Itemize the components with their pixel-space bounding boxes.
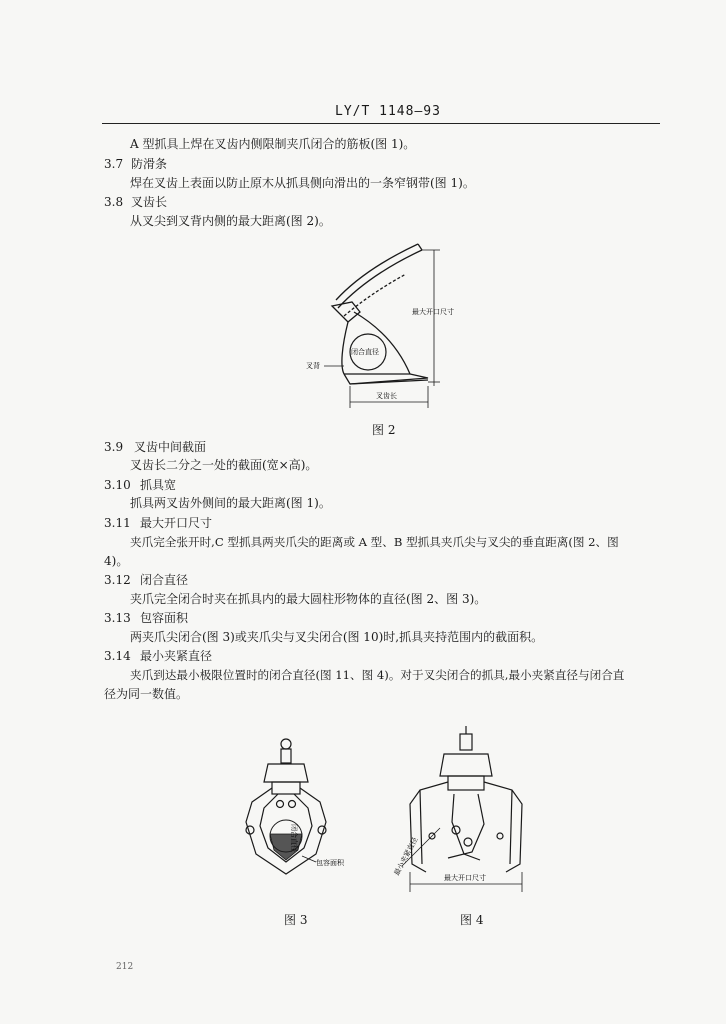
section-3-8-body: 从叉尖到叉背内侧的最大距离(图 2)。 bbox=[130, 214, 331, 228]
fig3-label-enclosed-area: 包容面积 bbox=[316, 859, 344, 867]
section-3-11-title: 最大开口尺寸 bbox=[140, 516, 213, 530]
section-3-7-number: 3.7 bbox=[104, 157, 124, 171]
section-3-14-body-line-2: 径为同一数值。 bbox=[104, 687, 189, 701]
section-3-7-body: 焊在叉齿上表面以防止原木从抓具侧向滑出的一条窄钢带(图 1)。 bbox=[130, 176, 475, 190]
section-3-7-title: 防滑条 bbox=[131, 157, 168, 171]
section-3-11-body-line-1: 夹爪完全张开时,C 型抓具两夹爪尖的距离或 A 型、B 型抓具夹爪尖与叉尖的垂直距离(图 2、图 bbox=[130, 535, 619, 549]
figure-2-caption: 图 2 bbox=[372, 423, 396, 437]
section-3-14-number: 3.14 bbox=[104, 649, 131, 663]
section-3-10-number: 3.10 bbox=[104, 478, 131, 492]
figure-3-caption: 图 3 bbox=[284, 913, 308, 927]
document-header: LY/T 1148—93 bbox=[335, 104, 441, 119]
section-3-10-body: 抓具两叉齿外侧间的最大距离(图 1)。 bbox=[130, 496, 331, 510]
section-3-11-body-line-2: 4)。 bbox=[104, 554, 129, 568]
section-3-9-body: 叉齿长二分之一处的截面(宽×高)。 bbox=[130, 458, 318, 472]
section-3-12-number: 3.12 bbox=[104, 573, 131, 587]
section-3-11-number: 3.11 bbox=[104, 516, 131, 530]
figure-2-drawing bbox=[288, 236, 468, 412]
section-3-8-number: 3.8 bbox=[104, 195, 124, 209]
figure-4-caption: 图 4 bbox=[460, 913, 484, 927]
section-3-8-title: 叉齿长 bbox=[131, 195, 168, 209]
section-3-13-body: 两夹爪尖闭合(图 3)或夹爪尖与叉尖闭合(图 10)时,抓具夹持范围内的截面积。 bbox=[130, 630, 544, 644]
fig2-label-max-opening: 最大开口尺寸 bbox=[412, 308, 454, 316]
section-3-13-number: 3.13 bbox=[104, 611, 131, 625]
section-3-9-number: 3.9 bbox=[104, 440, 124, 454]
section-3-14-title: 最小夹紧直径 bbox=[140, 649, 213, 663]
fig4-label-min-clamp-diameter: 最小夹紧直径 bbox=[392, 836, 420, 877]
fig3-label-closed-diameter: 闭合直径 bbox=[290, 824, 298, 852]
fig2-label-fork-back: 叉背 bbox=[306, 362, 320, 370]
fig4-label-max-opening: 最大开口尺寸 bbox=[444, 874, 486, 882]
page-number: 212 bbox=[116, 962, 134, 972]
section-3-12-body: 夹爪完全闭合时夹在抓具内的最大圆柱形物体的直径(图 2、图 3)。 bbox=[130, 592, 487, 606]
fig2-label-fork-length: 叉齿长 bbox=[376, 392, 397, 400]
figure-3-drawing bbox=[236, 738, 356, 888]
paragraph-3-6-tail: A 型抓具上焊在叉齿内侧限制夹爪闭合的筋板(图 1)。 bbox=[130, 137, 416, 151]
section-3-9-title: 叉齿中间截面 bbox=[134, 440, 207, 454]
figure-4-drawing bbox=[388, 724, 528, 896]
fig2-label-closed-diameter: 闭合直径 bbox=[351, 348, 379, 356]
section-3-14-body-line-1: 夹爪到达最小极限位置时的闭合直径(图 11、图 4)。对于叉尖闭合的抓具,最小夹紧直径与闭合直 bbox=[130, 668, 625, 682]
header-rule bbox=[102, 123, 660, 124]
section-3-12-title: 闭合直径 bbox=[140, 573, 189, 587]
section-3-13-title: 包容面积 bbox=[140, 611, 189, 625]
section-3-10-title: 抓具宽 bbox=[140, 478, 177, 492]
